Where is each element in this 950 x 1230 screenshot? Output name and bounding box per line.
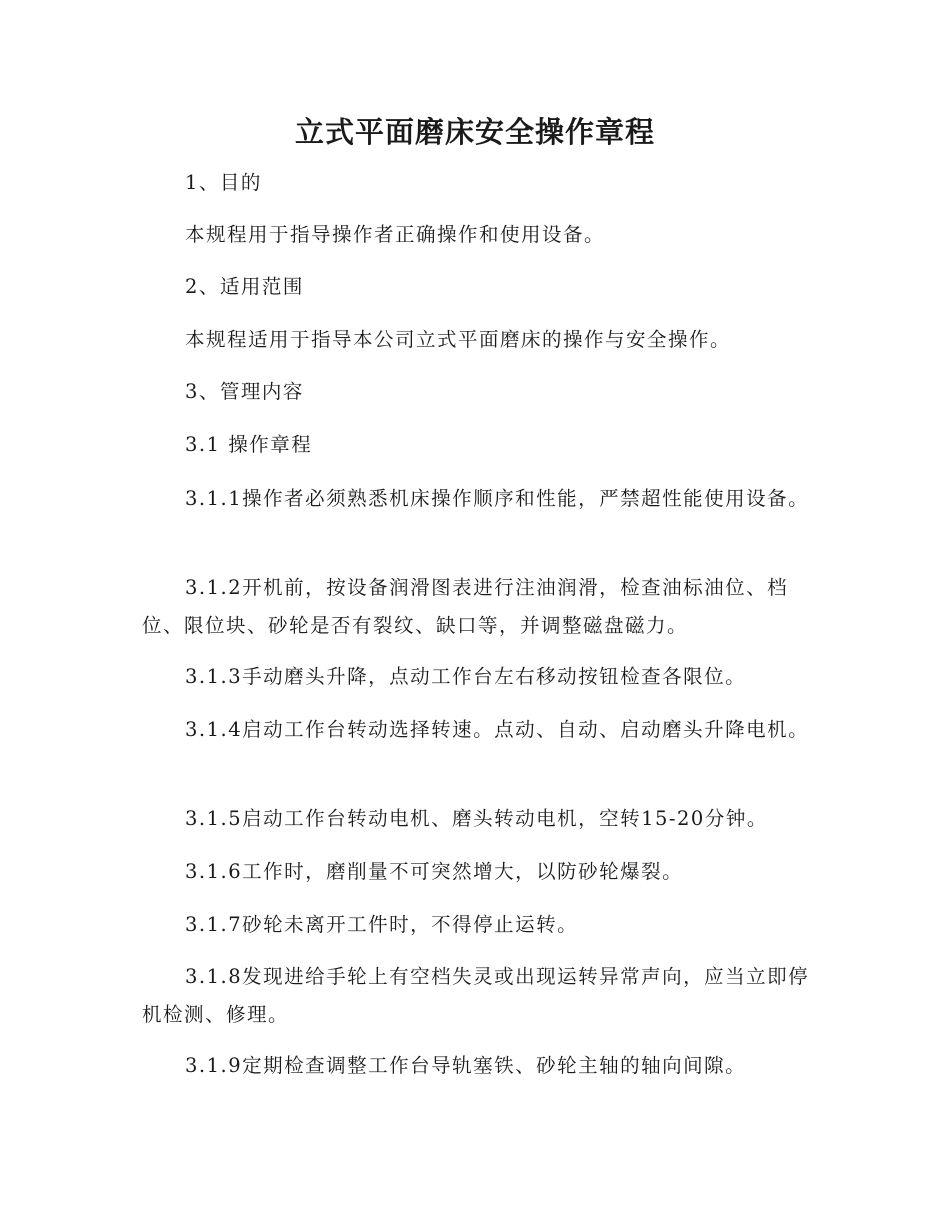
paragraph-rule-3-1-7: 3.1.7砂轮未离开工件时，不得停止运转。 xyxy=(185,913,579,936)
paragraph-section-3-heading: 3、管理内容 xyxy=(185,380,304,403)
paragraph-rule-3-1-4: 3.1.4启动工作台转动选择转速。点动、自动、启动磨头升降电机。 xyxy=(185,718,810,741)
paragraph-scope: 本规程适用于指导本公司立式平面磨床的操作与安全操作。 xyxy=(185,328,732,351)
paragraph-rule-3-1-1: 3.1.1操作者必须熟悉机床操作顺序和性能，严禁超性能使用设备。 xyxy=(185,487,810,510)
paragraph-section-2-heading: 2、适用范围 xyxy=(185,275,304,298)
paragraph-rule-3-1-3: 3.1.3手动磨头升降，点动工作台左右移动按钮检查各限位。 xyxy=(185,665,747,688)
paragraph-section-3-1-heading: 3.1 操作章程 xyxy=(185,433,313,456)
paragraph-rule-3-1-6: 3.1.6工作时，磨削量不可突然增大，以防砂轮爆裂。 xyxy=(185,860,684,883)
paragraph-rule-3-1-9: 3.1.9定期检查调整工作台导轨塞铁、砂轮主轴的轴向间隙。 xyxy=(185,1054,747,1077)
document-title: 立式平面磨床安全操作章程 xyxy=(294,115,655,149)
paragraph-rule-3-1-5: 3.1.5启动工作台转动电机、磨头转动电机，空转15-20分钟。 xyxy=(185,807,768,830)
paragraph-rule-3-1-2: 3.1.2开机前，按设备润滑图表进行注油润滑，检查油标油位、档位、限位块、砂轮是否有裂纹、缺口等，并调整磁盘磁力。 xyxy=(142,576,789,637)
paragraph-rule-3-1-8: 3.1.8发现进给手轮上有空档失灵或出现运转异常声向，应当立即停机检测、修理。 xyxy=(142,965,810,1026)
paragraph-section-1-heading: 1、目的 xyxy=(185,171,262,194)
paragraph-purpose: 本规程用于指导操作者正确操作和使用设备。 xyxy=(185,223,606,246)
